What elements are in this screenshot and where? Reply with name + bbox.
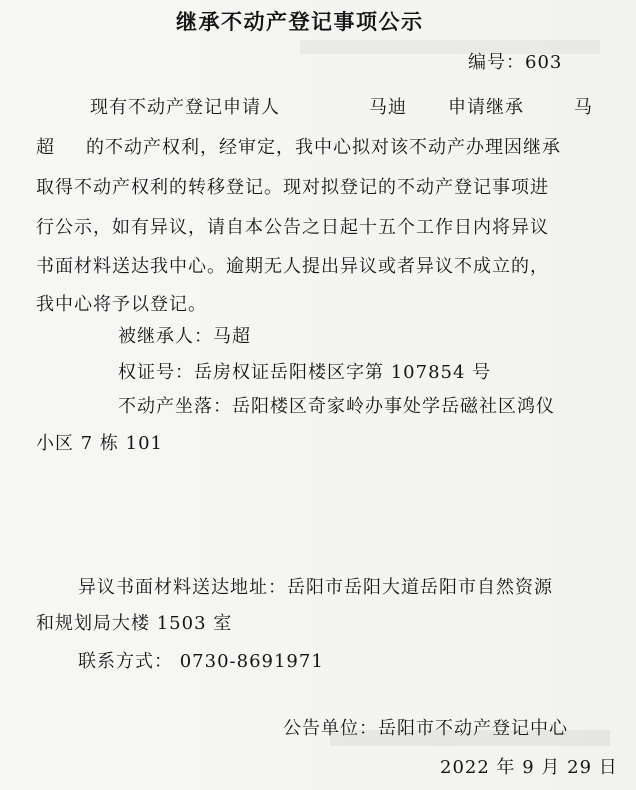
body-line-1c: 马 [574, 97, 593, 118]
property-location-line-1: 不动产坐落：岳阳楼区奇家岭办事处学岳磁社区鸿仪 [118, 396, 555, 417]
contact-line: 联系方式： 0730-8691971 [78, 651, 324, 672]
document-number: 编号：603 [468, 52, 563, 73]
body-line-2a: 超 [36, 137, 55, 158]
issuer-line: 公告单位：岳阳市不动产登记中心 [283, 718, 568, 739]
body-line-3: 取得不动产权利的转移登记。现对拟登记的不动产登记事项进 [36, 177, 549, 198]
page-title: 继承不动产登记事项公示 [176, 10, 424, 34]
objection-address-line-2: 和规划局大楼 1503 室 [36, 613, 233, 634]
body-line-1a: 现有不动产登记申请人 [90, 97, 280, 118]
certificate-number-line: 权证号：岳房权证岳阳楼区字第 107854 号 [118, 362, 492, 383]
body-line-6: 我中心将予以登记。 [36, 294, 207, 315]
applicant-name: 马迪 [369, 97, 407, 118]
body-line-4: 行公示，如有异议，请自本公告之日起十五个工作日内将异议 [36, 217, 549, 238]
body-line-1b: 申请继承 [448, 97, 524, 118]
issue-date: 2022 年 9 月 29 日 [440, 757, 618, 778]
property-location-line-2: 小区 7 栋 101 [36, 433, 163, 454]
decedent-line: 被继承人：马超 [118, 326, 251, 347]
objection-address-line-1: 异议书面材料送达地址：岳阳市岳阳大道岳阳市自然资源 [78, 577, 553, 598]
body-line-2b: 的不动产权利，经审定，我中心拟对该不动产办理因继承 [86, 137, 561, 158]
body-line-5: 书面材料送达我中心。逾期无人提出异议或者异议不成立的， [36, 256, 549, 277]
